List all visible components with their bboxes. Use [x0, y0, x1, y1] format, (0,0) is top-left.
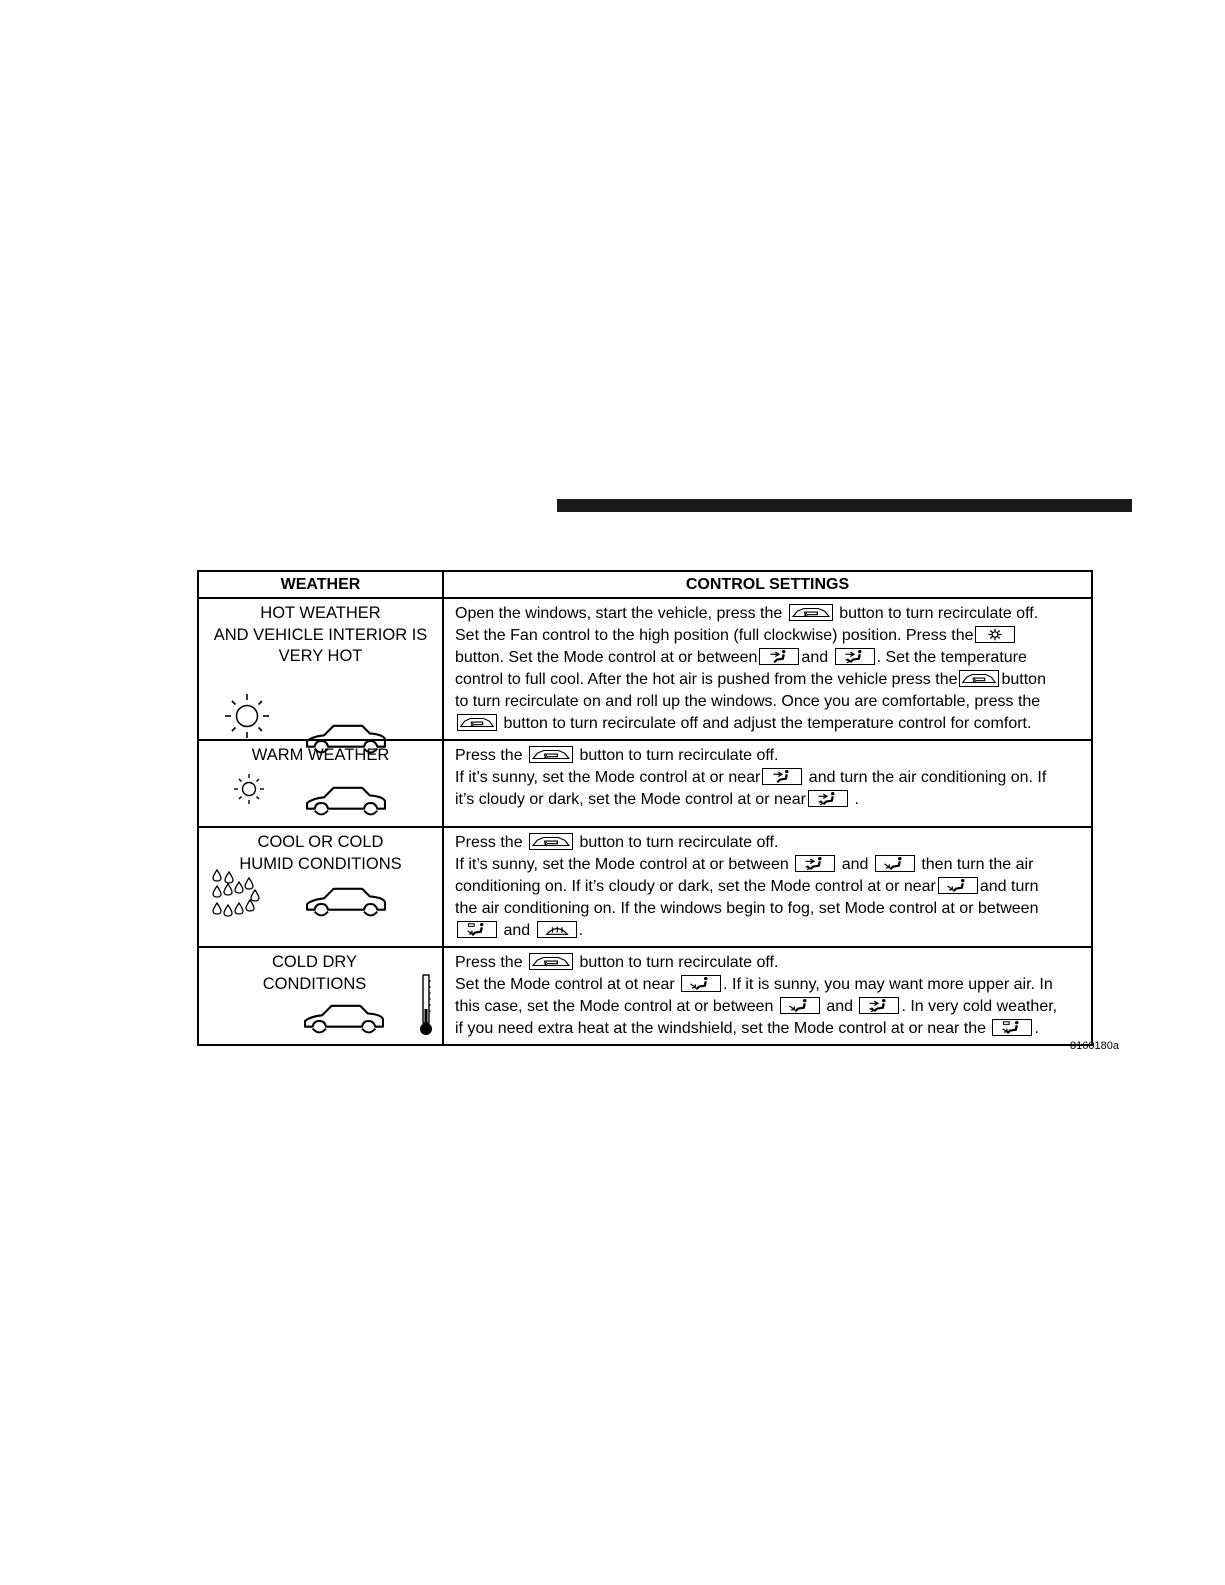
- settings-text: and: [503, 922, 531, 939]
- settings-line: [455, 876, 1083, 898]
- settings-text: Set the Mode control at ot near: [455, 976, 675, 993]
- floor-mode-icon: [681, 975, 721, 992]
- weather-label-line: HUMID CONDITIONS: [239, 854, 402, 873]
- settings-text: and: [826, 998, 854, 1015]
- bilevel-mode-icon: [859, 997, 899, 1014]
- settings-text: button to turn recirculate off.: [839, 605, 1039, 622]
- mix-mode-icon: [992, 1019, 1032, 1036]
- weather-column-header: WEATHER: [198, 571, 443, 598]
- settings-line: [455, 996, 1083, 1018]
- control-settings-cell: [443, 740, 1092, 827]
- panel-mode-icon: [762, 768, 802, 785]
- car-icon: [302, 885, 390, 923]
- bilevel-mode-icon: [808, 790, 848, 807]
- control-settings-cell: [443, 947, 1092, 1045]
- weather-label-line: CONDITIONS: [262, 974, 367, 993]
- settings-line: [455, 745, 1083, 767]
- recirculate-button-icon: [457, 714, 497, 731]
- weather-label-line: WARM WEATHER: [251, 746, 390, 764]
- settings-text: . In very cold weather,: [901, 998, 1058, 1015]
- settings-text: button to turn recirculate off.: [579, 747, 779, 764]
- settings-text: .: [1034, 1020, 1039, 1037]
- settings-line: [455, 854, 1083, 876]
- settings-text: it’s cloudy or dark, set the Mode control at or near: [455, 791, 806, 808]
- settings-text: Press the: [455, 747, 523, 764]
- weather-cell-warm: [198, 740, 443, 827]
- table-row: [198, 740, 1092, 827]
- floor-mode-icon: [938, 877, 978, 894]
- table-row: [198, 598, 1092, 740]
- recirculate-button-icon: [529, 746, 573, 763]
- table-row: [198, 947, 1092, 1045]
- recirculate-button-icon: [789, 604, 833, 621]
- weather-label-line: COLD DRY: [272, 953, 357, 971]
- settings-line: [455, 789, 1083, 811]
- defrost-mode-icon: [537, 921, 577, 938]
- settings-text: conditioning on. If it’s cloudy or dark, set the Mode control at or near: [455, 878, 936, 895]
- settings-text: Open the windows, start the vehicle, press the: [455, 605, 783, 622]
- settings-line: [455, 920, 1083, 942]
- thermometer-icon: [417, 973, 435, 1037]
- mix-mode-icon: [457, 921, 497, 938]
- section-header-bar: [557, 499, 1132, 512]
- weather-label-line: HOT WEATHER: [260, 604, 381, 622]
- weather-cell-cold-dry: [198, 947, 443, 1045]
- settings-text: . If it is sunny, you may want more upper air. In: [723, 976, 1053, 993]
- floor-mode-icon: [875, 855, 915, 872]
- settings-line: [455, 625, 1083, 647]
- settings-text: button to turn recirculate off.: [579, 834, 779, 851]
- settings-text: this case, set the Mode control at or between: [455, 998, 774, 1015]
- figure-code: 8160180a: [1070, 1040, 1119, 1052]
- settings-text: button to turn recirculate off.: [579, 954, 779, 971]
- settings-text: and: [801, 649, 829, 666]
- settings-text: If it’s sunny, set the Mode control at or near: [455, 769, 761, 786]
- settings-text: Press the: [455, 834, 523, 851]
- settings-line: [455, 1018, 1083, 1040]
- weather-label-line: VERY HOT: [278, 647, 363, 665]
- floor-mode-icon: [780, 997, 820, 1014]
- car-icon: [300, 1002, 388, 1040]
- bilevel-mode-icon: [835, 648, 875, 665]
- raindrops-icon: [211, 868, 263, 924]
- sun-icon: [223, 692, 273, 742]
- weather-cell-hot: [198, 598, 443, 740]
- weather-label-line: AND VEHICLE INTERIOR IS: [213, 625, 428, 644]
- settings-text: the air conditioning on. If the windows begin to fog, set Mode control at or between: [455, 900, 1039, 917]
- settings-line: [455, 952, 1083, 974]
- settings-line: [455, 669, 1083, 691]
- control-settings-column-header: CONTROL SETTINGS: [443, 571, 1092, 598]
- settings-line: [455, 767, 1083, 789]
- settings-text: button. Set the Mode control at or between: [455, 649, 758, 666]
- settings-text: .: [578, 922, 584, 939]
- recirculate-button-icon: [529, 953, 573, 970]
- control-settings-cell: [443, 598, 1092, 740]
- settings-text: If it’s sunny, set the Mode control at or between: [455, 856, 789, 873]
- weather-cell-cool-humid: [198, 827, 443, 947]
- recirculate-button-icon: [959, 670, 999, 687]
- control-settings-cell: [443, 827, 1092, 947]
- settings-text: and: [841, 856, 869, 873]
- table-header-row: [198, 571, 1092, 598]
- settings-text: to turn recirculate on and roll up the windows. Once you are comfortable, press the: [455, 693, 1041, 710]
- settings-text: and turn: [979, 878, 1039, 895]
- recirculate-button-icon: [529, 833, 573, 850]
- bilevel-mode-icon: [795, 855, 835, 872]
- settings-line: [455, 647, 1083, 669]
- small-sun-icon: [232, 772, 266, 806]
- settings-text: control to full cool. After the hot air is pushed from the vehicle press the: [455, 671, 958, 688]
- settings-text: button: [1001, 671, 1046, 688]
- settings-text: if you need extra heat at the windshield, set the Mode control at or near the: [455, 1020, 986, 1037]
- table-row: [198, 827, 1092, 947]
- weather-label-line: COOL OR COLD: [257, 833, 384, 851]
- settings-text: . Set the temperature: [876, 649, 1027, 666]
- settings-text: then turn the air: [921, 856, 1034, 873]
- ac-snowflake-button-icon: [975, 626, 1015, 643]
- settings-text: Press the: [455, 954, 523, 971]
- settings-line: [455, 974, 1083, 996]
- climate-settings-table: [197, 570, 1093, 1046]
- settings-text: and turn the air conditioning on. If: [808, 769, 1047, 786]
- settings-text: .: [854, 791, 859, 808]
- settings-text: Set the Fan control to the high position (full clockwise) position. Press the: [455, 627, 974, 644]
- car-icon: [302, 784, 390, 822]
- panel-mode-icon: [759, 648, 799, 665]
- settings-line: [455, 603, 1083, 625]
- settings-line: [455, 832, 1083, 854]
- settings-text: button to turn recirculate off and adjust the temperature control for comfort.: [503, 715, 1032, 732]
- settings-line: [455, 713, 1083, 735]
